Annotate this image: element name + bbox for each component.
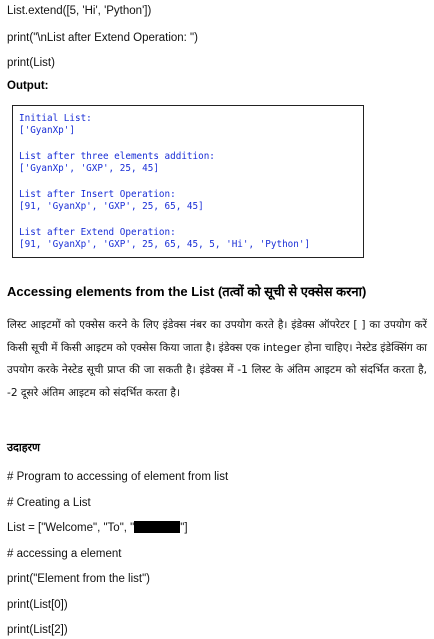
output-line: [91, 'GyanXp', 'GXP', 25, 65, 45] [19, 201, 204, 212]
example-comment-access: # accessing a element [7, 548, 122, 560]
list-suffix: "] [180, 522, 188, 534]
output-line: Initial List: [19, 113, 92, 124]
example-print-index0: print(List[0]) [7, 599, 68, 611]
output-line: [91, 'GyanXp', 'GXP', 25, 65, 45, 5, 'Hi', 'Python'] [19, 239, 311, 250]
example-comment-program: # Program to accessing of element from list [7, 471, 229, 483]
output-line: List after Extend Operation: [19, 227, 176, 238]
example-list-assignment [7, 521, 188, 535]
code-line-extend: List.extend([5, 'Hi', 'Python']) [7, 5, 152, 17]
output-label: Output: [7, 80, 49, 92]
section-paragraph: लिस्ट आइटमों को एक्सेस करने के लिए इंडेक्स नंबर का उपयोग करते है। इंडेक्स ऑपरेटर [ ] का उपयोग करें किसी सूची में किसी आइटम को एक्सेस किया जाता है। इंडेक्स एक integer होना चाहिए। नेस्टेड इंडेक्सिंग का उपयोग करके नेस्टेड सूची प्राप्त की जा सकती है। इंडेक्स में -1 लिस्ट के अंतिम आइटम को संदर्भित करता है, -2 दूसरे अंतिम आइटम को संदर्भित करता है। [7, 319, 427, 399]
output-line: ['GyanXp'] [19, 125, 75, 136]
output-box [12, 105, 364, 258]
code-line-print-message: print("\nList after Extend Operation: ") [7, 32, 198, 44]
output-line: ['GyanXp', 'GXP', 25, 45] [19, 163, 159, 174]
redaction-block [134, 521, 180, 533]
code-line-print-list: print(List) [7, 57, 55, 69]
section-heading: Accessing elements from the List (तत्वों को सूची से एक्सेस करना) [7, 284, 367, 299]
output-line: List after Insert Operation: [19, 189, 176, 200]
example-comment-create-list: # Creating a List [7, 497, 91, 509]
example-heading: उदाहरण [7, 441, 41, 454]
output-line: List after three elements addition: [19, 151, 215, 162]
example-print-index2: print(List[2]) [7, 624, 68, 636]
example-print-message: print("Element from the list") [7, 573, 151, 585]
list-prefix: List = ["Welcome", "To", " [7, 522, 135, 534]
